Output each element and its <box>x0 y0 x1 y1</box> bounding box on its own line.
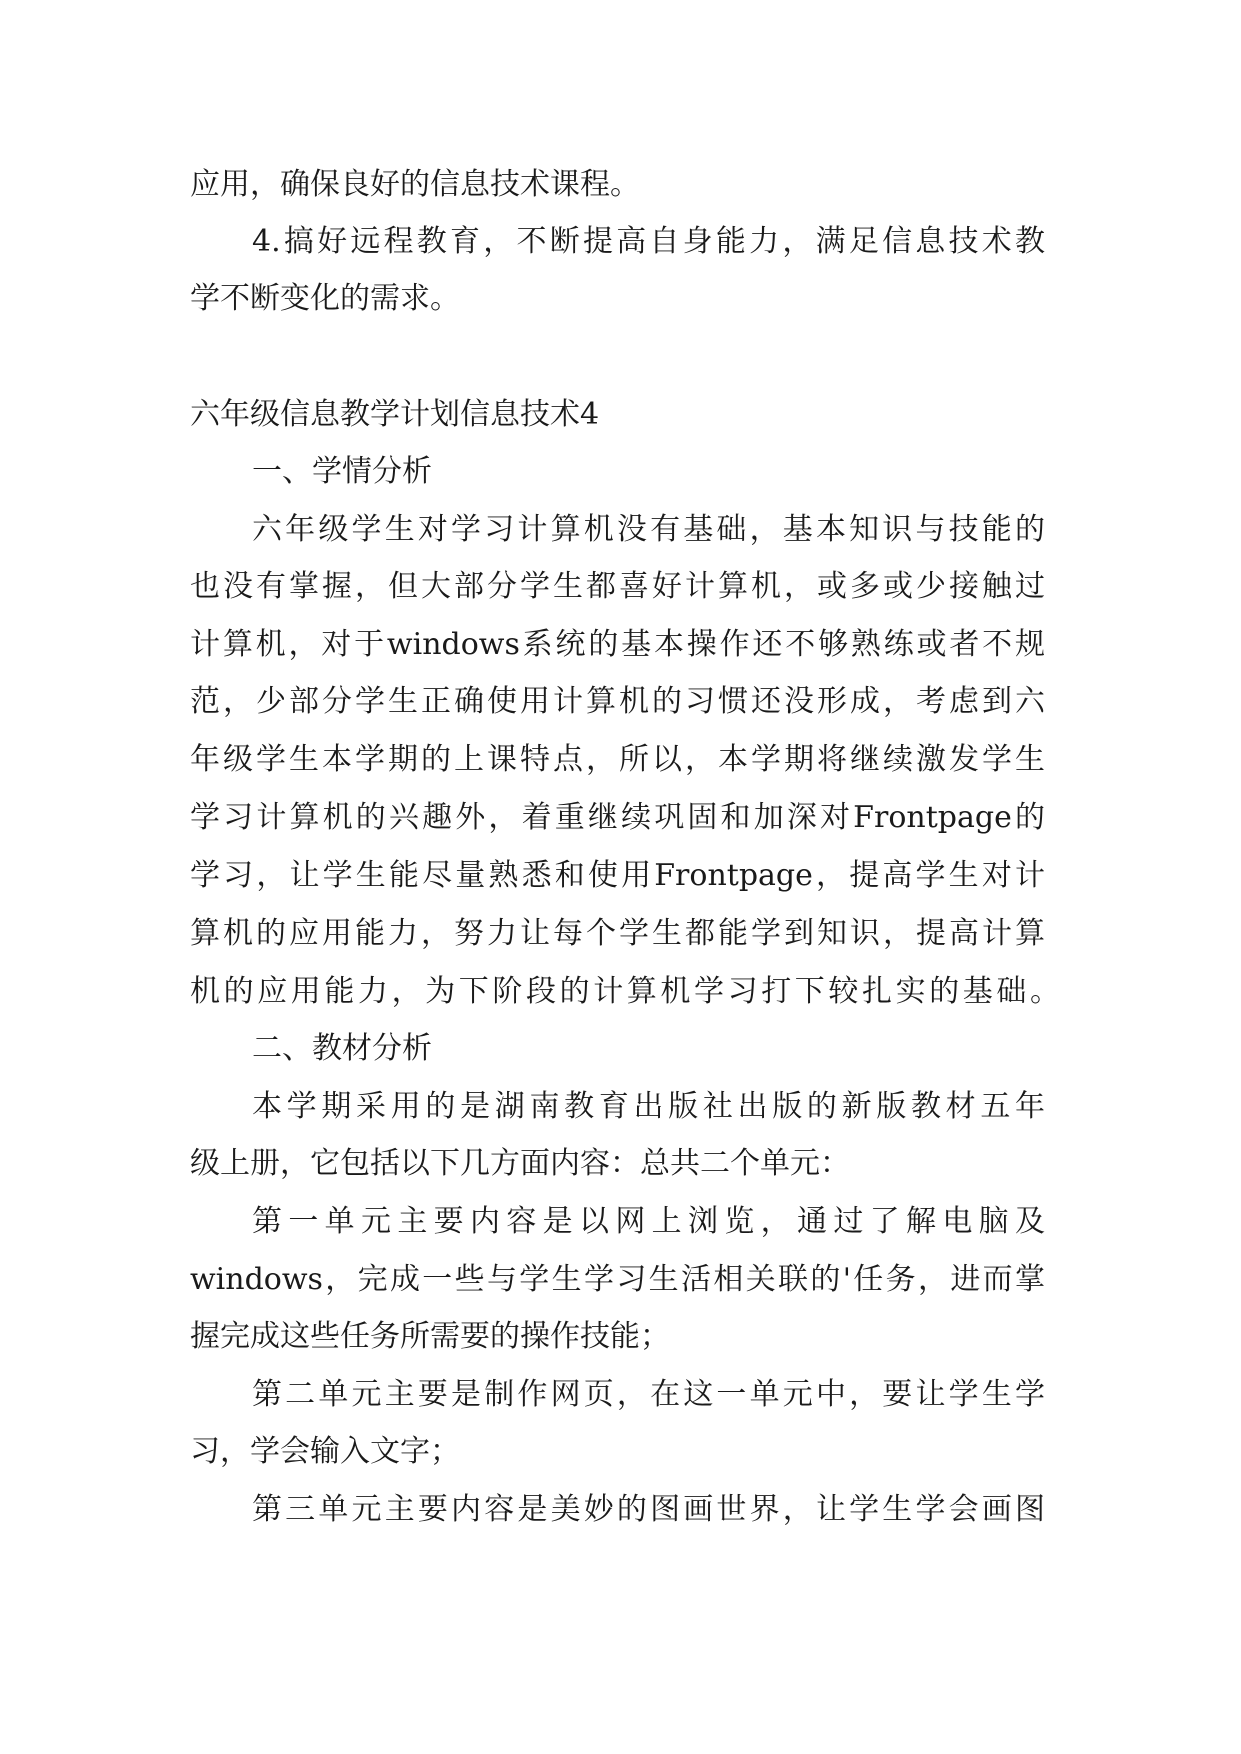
paragraph-line <box>0 1193 1241 1251</box>
line-text: 也没有掌握，但大部分学生都喜好计算机，或多或少接触过 <box>190 569 1045 604</box>
paragraph-line <box>0 1423 1241 1481</box>
line-text: 本学期采用的是湖南教育出版社出版的新版教材五年 <box>252 1089 1045 1124</box>
section-title <box>0 386 1241 444</box>
section-heading <box>0 1020 1241 1078</box>
paragraph-line <box>0 1308 1241 1366</box>
line-text: 习，学会输入文字； <box>190 1434 460 1469</box>
paragraph-line <box>0 847 1241 905</box>
heading-text: 二、教材分析 <box>252 1031 432 1066</box>
paragraph-line <box>0 1251 1241 1309</box>
line-text: windows，完成一些与学生学习生活相关联的'任务，进而掌 <box>190 1262 1045 1297</box>
paragraph-line <box>0 1481 1241 1539</box>
line-text: 机的应用能力，为下阶段的计算机学习打下较扎实的基础。 <box>190 974 1060 1009</box>
paragraph-line <box>0 213 1241 271</box>
line-text: 计算机，对于windows系统的基本操作还不够熟练或者不规 <box>190 627 1045 662</box>
paragraph-line <box>0 1135 1241 1193</box>
paragraph-line <box>0 789 1241 847</box>
paragraph-line <box>0 1078 1241 1136</box>
section-title-text: 六年级信息教学计划信息技术4 <box>190 397 600 432</box>
paragraph-line <box>0 1366 1241 1424</box>
line-text: 学不断变化的需求。 <box>190 281 460 316</box>
paragraph-line <box>0 673 1241 731</box>
line-text: 握完成这些任务所需要的操作技能； <box>190 1319 670 1354</box>
paragraph-line <box>0 156 1241 214</box>
line-text: 级上册，它包括以下几方面内容：总共二个单元： <box>190 1146 850 1181</box>
line-text: 学习，让学生能尽量熟悉和使用Frontpage，提高学生对计 <box>190 858 1045 893</box>
line-text: 范，少部分学生正确使用计算机的习惯还没形成，考虑到六 <box>190 684 1045 719</box>
line-text: 第二单元主要是制作网页，在这一单元中，要让学生学 <box>252 1377 1045 1412</box>
paragraph-line <box>0 963 1241 1021</box>
line-text: 算机的应用能力，努力让每个学生都能学到知识，提高计算 <box>190 916 1045 951</box>
paragraph-line <box>0 558 1241 616</box>
line-text: 第三单元主要内容是美妙的图画世界，让学生学会画图 <box>252 1492 1045 1527</box>
line-text: 年级学生本学期的上课特点，所以，本学期将继续激发学生 <box>190 742 1045 777</box>
line-text: 第一单元主要内容是以网上浏览，通过了解电脑及 <box>252 1204 1045 1239</box>
paragraph-line <box>0 905 1241 963</box>
paragraph-line <box>0 616 1241 674</box>
line-text: 学习计算机的兴趣外，着重继续巩固和加深对Frontpage的 <box>190 800 1045 835</box>
paragraph-line <box>0 501 1241 559</box>
line-text: 4.搞好远程教育，不断提高自身能力，满足信息技术教 <box>252 224 1045 259</box>
line-text: 应用，确保良好的信息技术课程。 <box>190 167 640 202</box>
line-text: 六年级学生对学习计算机没有基础，基本知识与技能的 <box>252 512 1045 547</box>
paragraph-line <box>0 731 1241 789</box>
section-heading <box>0 443 1241 501</box>
heading-text: 一、学情分析 <box>252 454 432 489</box>
paragraph-line <box>0 270 1241 328</box>
